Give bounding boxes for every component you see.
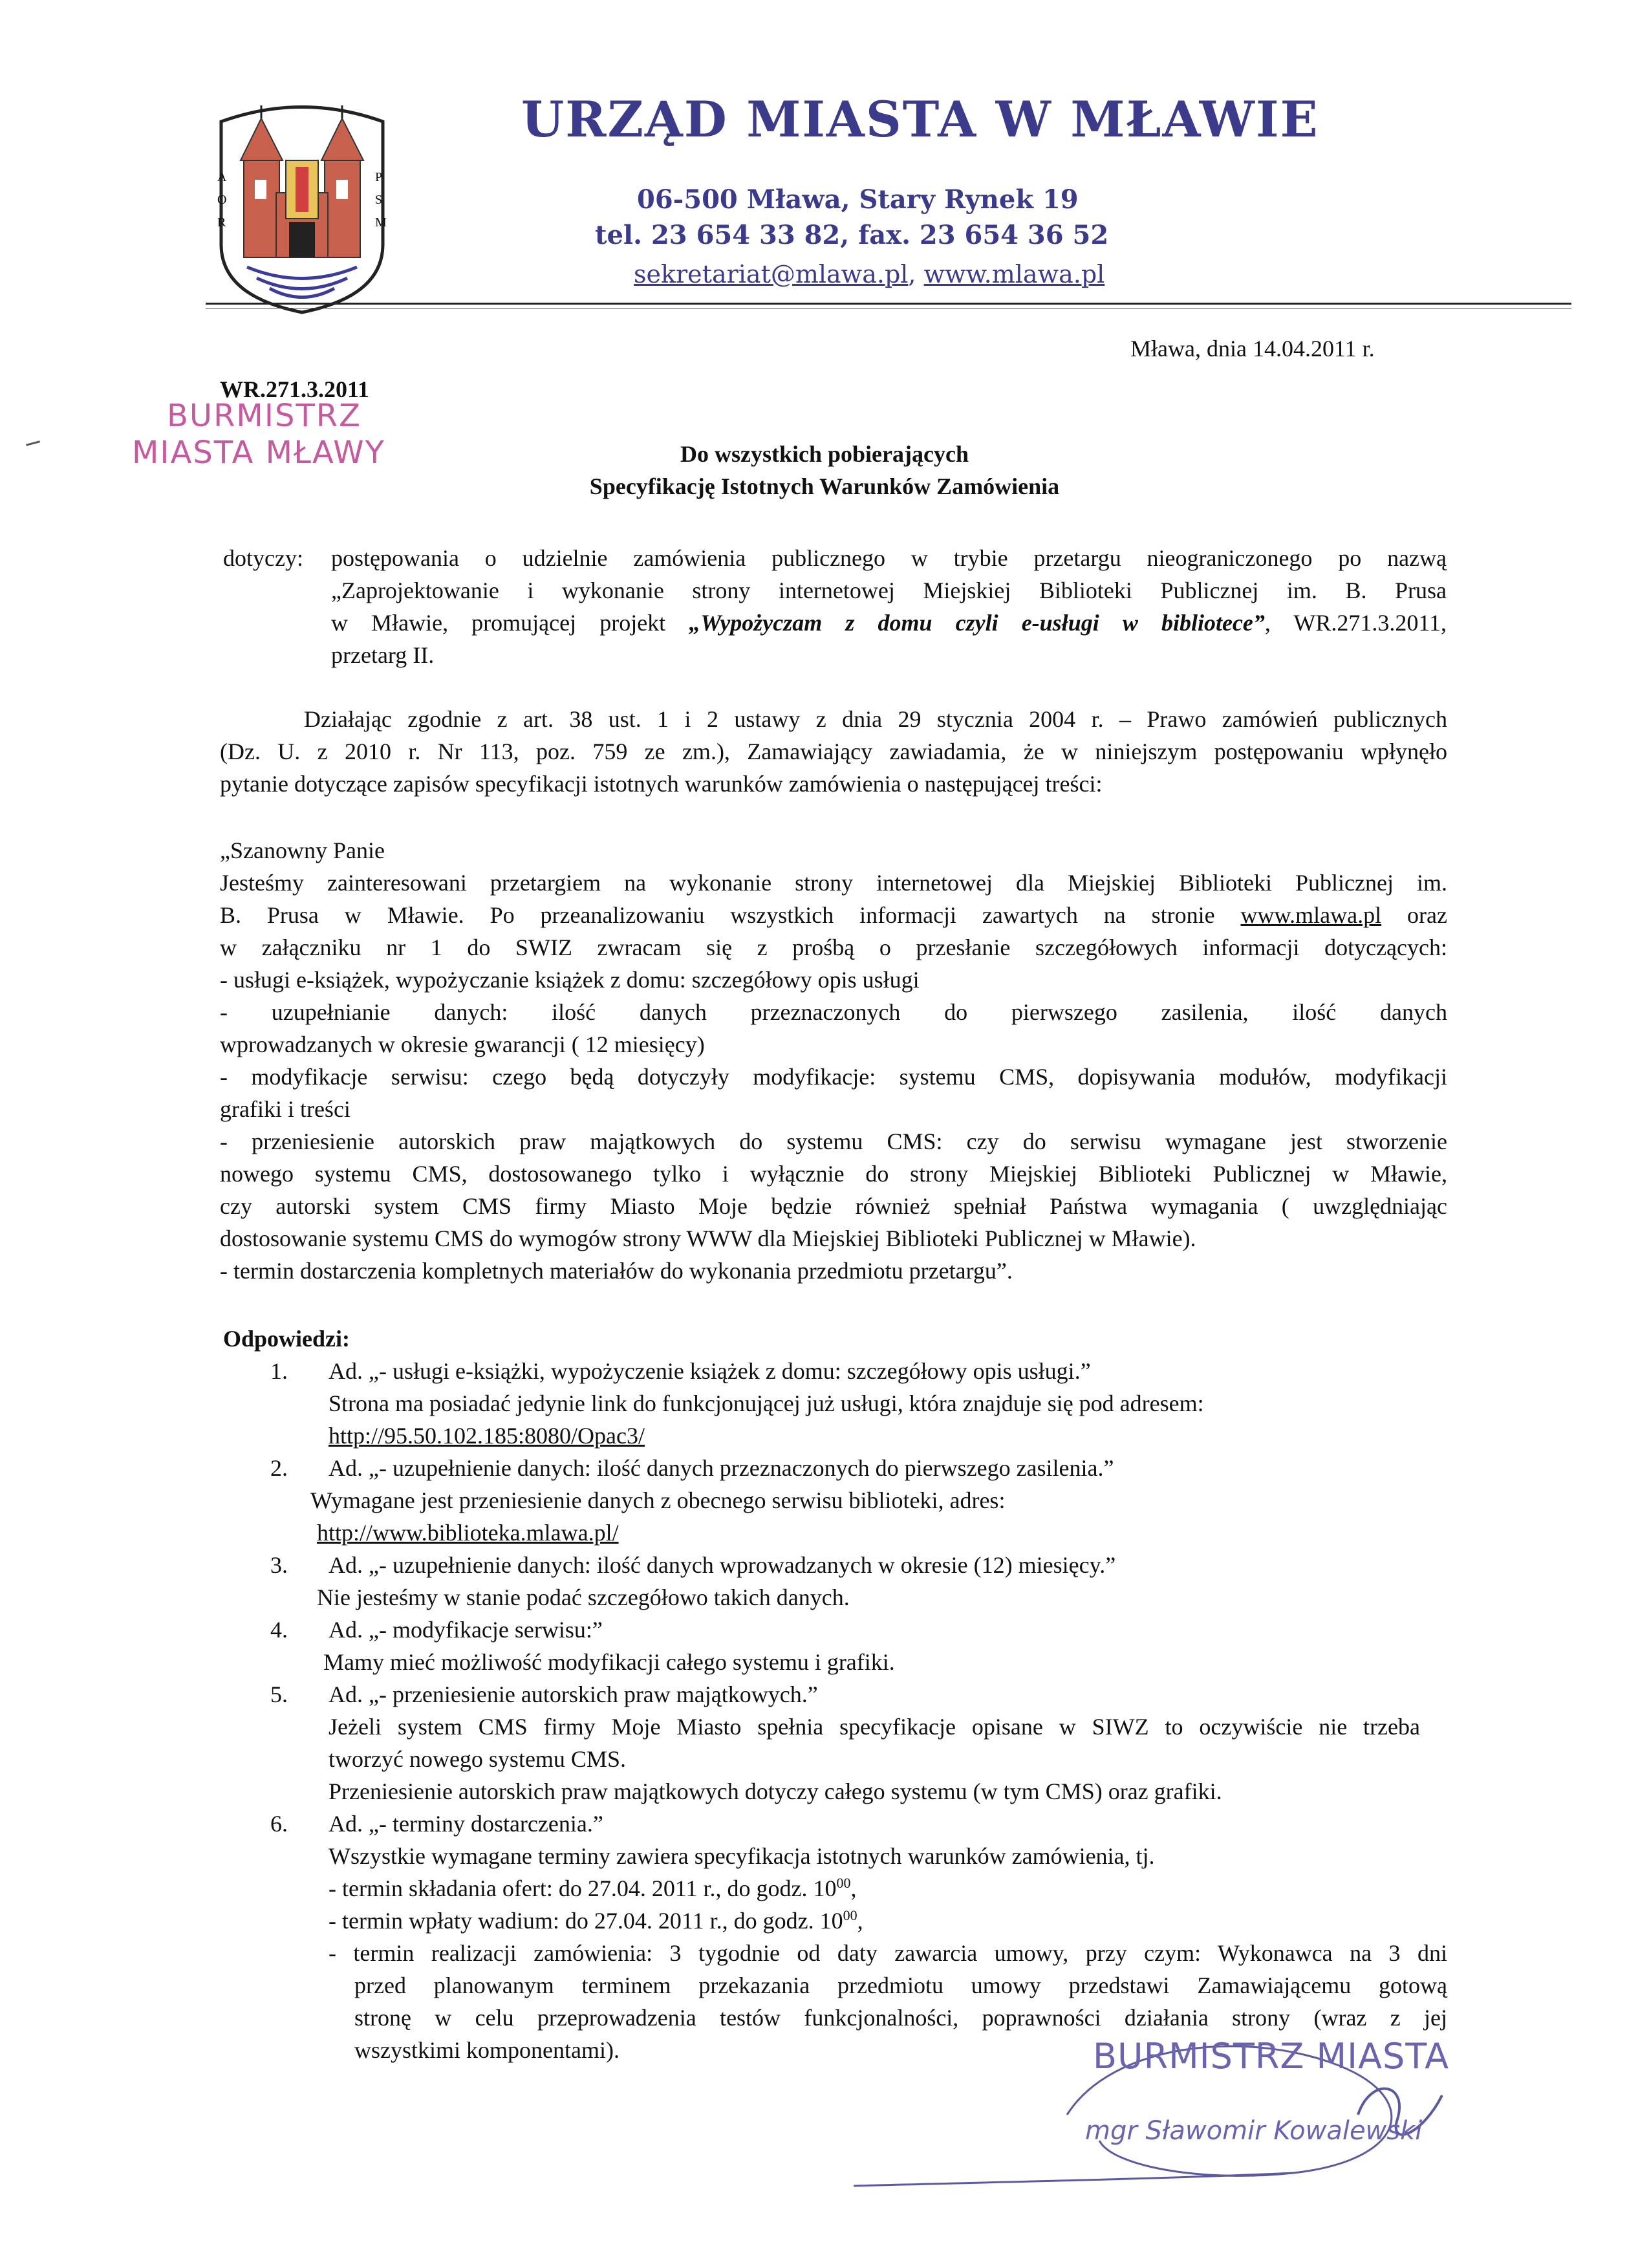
crest-letter-left-1: A xyxy=(217,170,227,184)
answer-5-text3: Przeniesienie autorskich praw majątkowych dotyczy całego systemu (w tym CMS) oraz grafiki. xyxy=(329,1778,1222,1804)
bullet2-text: - termin wpłaty wadium: do 27.04. 2011 r., do godz. 10 xyxy=(329,1908,843,1934)
answer-6-number: 6. xyxy=(270,1811,288,1837)
library-link[interactable]: http://www.biblioteka.mlawa.pl/ xyxy=(317,1520,619,1546)
intro-line1: Działając zgodnie z art. 38 ust. 1 i 2 ustawy z dnia 29 stycznia 2004 r. – Prawo zamówień publicznych xyxy=(304,706,1447,732)
office-phone-fax: tel. 23 654 33 82, fax. 23 654 36 52 xyxy=(595,220,1109,250)
bullet2-minutes: 00 xyxy=(843,1907,857,1923)
answer-2-number: 2. xyxy=(270,1455,288,1481)
intro-line3: pytanie dotyczące zapisów specyfikacji istotnych warunków zamówienia o następującej treści: xyxy=(220,771,1103,797)
answer-3-number: 3. xyxy=(270,1552,288,1578)
answer-5-text2: tworzyć nowego systemu CMS. xyxy=(329,1746,626,1772)
mayor-stamp-line2: MIASTA MŁAWY xyxy=(132,435,385,471)
intro-line2: (Dz. U. z 2010 r. Nr 113, poz. 759 ze zm.), Zamawiający zawiadamia, że w niniejszym postępowaniu wpłynęło xyxy=(220,739,1447,764)
opac-link[interactable]: http://95.50.102.185:8080/Opac3/ xyxy=(329,1423,645,1449)
subject-line3 xyxy=(331,607,1447,639)
subject-line4: przetarg II. xyxy=(331,642,435,668)
answer-3-text: Nie jesteśmy w stanie podać szczegółowo takich danych. xyxy=(317,1584,850,1610)
bullet1-end: , xyxy=(850,1875,857,1901)
answer-6-bullet2 xyxy=(329,1905,863,1937)
bullet2-end: , xyxy=(857,1908,863,1934)
answer-4-number: 4. xyxy=(270,1617,288,1643)
answer-5-title: Ad. „- przeniesienie autorskich praw majątkowych.” xyxy=(329,1681,818,1707)
answer-6-bullet3-l3: stronę w celu przeprowadzenia testów funkcjonalności, poprawności działania strony (wraz z jej xyxy=(354,2005,1447,2031)
answers-heading: Odpowiedzi: xyxy=(223,1326,350,1352)
question-l10: - przeniesienie autorskich praw majątkowych do systemu CMS: czy do serwisu wymagane jest stworzenie xyxy=(220,1129,1447,1154)
answer-1-title: Ad. „- usługi e-książki, wypożyczenie książek z domu: szczegółowy opis usługi.” xyxy=(329,1358,1091,1384)
place-date: Mława, dnia 14.04.2011 r. xyxy=(1130,336,1375,362)
office-name: URZĄD MIASTA W MŁAWIE xyxy=(521,91,1319,148)
crest-letter-left-3: R xyxy=(217,215,226,230)
question-l7: wprowadzanych w okresie gwarancji ( 12 miesięcy) xyxy=(220,1031,705,1057)
subject-line1: postępowania o udzielnie zamówienia publicznego w trybie przetargu nieograniczonego po nazwą xyxy=(331,545,1447,571)
answer-6-bullet1 xyxy=(329,1872,857,1905)
question-l12: czy autorski system CMS firmy Miasto Moje będzie również spełniał Państwa wymagania ( uwzględniając xyxy=(220,1193,1447,1219)
signature-stamp-title: BURMISTRZ MIASTA xyxy=(1093,2036,1450,2077)
question-l5: - usługi e-książek, wypożyczanie książek z domu: szczegółowy opis usługi xyxy=(220,967,920,993)
question-l8: - modyfikacje serwisu: czego będą dotyczyły modyfikacje: systemu CMS, dopisywania modułów, modyfikacji xyxy=(220,1064,1447,1090)
crest-letter-right-2: S xyxy=(375,193,383,207)
question-l13: dostosowanie systemu CMS do wymogów strony WWW dla Miejskiej Biblioteki Publicznej w Mławie). xyxy=(220,1226,1196,1251)
question-l3 xyxy=(220,899,1447,931)
answer-1-text: Strona ma posiadać jedynie link do funkcjonującej już usługi, która znajduje się pod adresem: xyxy=(329,1390,1204,1416)
answer-4-text: Mamy mieć możliwość modyfikacji całego systemu i grafiki. xyxy=(323,1649,895,1675)
addressee-line1: Do wszystkich pobierających xyxy=(680,441,969,467)
subject-line3-c: , WR.271.3.2011, xyxy=(1264,610,1447,636)
contacts-separator: , xyxy=(908,260,924,288)
project-title: „Wypożyczam z domu czyli e-usługi w bibliotece” xyxy=(689,610,1265,636)
mayor-stamp-line1: BURMISTRZ xyxy=(167,398,362,434)
question-l3-a: B. Prusa w Mławie. Po przeanalizowaniu wszystkich informacji zawartych na stronie xyxy=(220,902,1241,928)
signature-stamp-name: mgr Sławomir Kowalewski xyxy=(1085,2116,1423,2146)
mlawa-link[interactable]: www.mlawa.pl xyxy=(1240,902,1382,928)
subject-label: dotyczy: xyxy=(223,545,303,571)
answer-6-bullet3-l1: - termin realizacji zamówienia: 3 tygodnie od daty zawarcia umowy, przy czym: Wykonawca na 3 dni xyxy=(329,1940,1447,1966)
answer-4-title: Ad. „- modyfikacje serwisu:” xyxy=(329,1617,603,1643)
question-l14: - termin dostarczenia kompletnych materiałów do wykonania przedmiotu przetargu”. xyxy=(220,1258,1013,1284)
question-l9: grafiki i treści xyxy=(220,1096,350,1122)
answer-2-title: Ad. „- uzupełnienie danych: ilość danych przeznaczonych do pierwszego zasilenia.” xyxy=(329,1455,1114,1481)
subject-line2: „Zaprojektowanie i wykonanie strony internetowej Miejskiej Biblioteki Publicznej im. B. Prusa xyxy=(331,578,1447,603)
coat-of-arms xyxy=(208,96,396,316)
answer-5-text1: Jeżeli system CMS firmy Moje Miasto spełnia specyfikacje opisane w SIWZ to oczywiście nie trzeba xyxy=(329,1714,1420,1740)
subject-line3-a: w Mławie, promującej projekt xyxy=(331,610,689,636)
question-l6: - uzupełnianie danych: ilość danych przeznaczonych do pierwszego zasilenia, ilość danych xyxy=(220,999,1447,1025)
answer-6-title: Ad. „- terminy dostarczenia.” xyxy=(329,1811,603,1837)
question-l11: nowego systemu CMS, dostosowanego tylko i wyłącznie do strony Miejskiej Biblioteki Publicznej w Mławie, xyxy=(220,1161,1447,1187)
question-l1: „Szanowny Panie xyxy=(220,837,385,863)
crest-letter-right-1: P xyxy=(375,170,383,184)
answer-2-text: Wymagane jest przeniesienie danych z obecnego serwisu biblioteki, adres: xyxy=(310,1487,1006,1513)
reference-number: WR.271.3.2011 xyxy=(220,376,370,402)
email-link[interactable]: sekretariat@mlawa.pl xyxy=(634,260,909,288)
question-l2: Jesteśmy zainteresowani przetargiem na wykonanie strony internetowej dla Miejskiej Biblioteki Publicznej im. xyxy=(220,870,1447,896)
question-l3-b: oraz xyxy=(1381,902,1447,928)
addressee-line2: Specyfikację Istotnych Warunków Zamówienia xyxy=(589,473,1060,499)
answer-3-title: Ad. „- uzupełnienie danych: ilość danych wprowadzanych w okresie (12) miesięcy.” xyxy=(329,1552,1116,1578)
bullet1-minutes: 00 xyxy=(836,1875,851,1891)
answer-6-bullet3-l4: wszystkimi komponentami). xyxy=(354,2037,620,2063)
bullet1-text: - termin składania ofert: do 27.04. 2011 r., do godz. 10 xyxy=(329,1875,837,1901)
office-address: 06-500 Mława, Stary Rynek 19 xyxy=(637,184,1079,215)
website-link[interactable]: www.mlawa.pl xyxy=(923,260,1105,288)
answer-5-number: 5. xyxy=(270,1681,288,1707)
office-contacts xyxy=(634,260,1105,288)
answer-6-bullet3-l2: przed planowanym terminem przekazania przedmiotu umowy przedstawi Zamawiającemu gotową xyxy=(354,1972,1447,1998)
answer-6-text: Wszystkie wymagane terminy zawiera specyfikacja istotnych warunków zamówienia, tj. xyxy=(329,1843,1155,1869)
question-l4: w załączniku nr 1 do SWIZ zwracam się z prośbą o przesłanie szczegółowych informacji dotyczących: xyxy=(220,934,1447,960)
answer-1-number: 1. xyxy=(270,1358,288,1384)
header-rule xyxy=(206,303,1571,305)
signature-area xyxy=(841,2018,1487,2212)
crest-letter-left-2: O xyxy=(217,193,227,207)
crest-letter-right-3: M xyxy=(375,215,387,230)
